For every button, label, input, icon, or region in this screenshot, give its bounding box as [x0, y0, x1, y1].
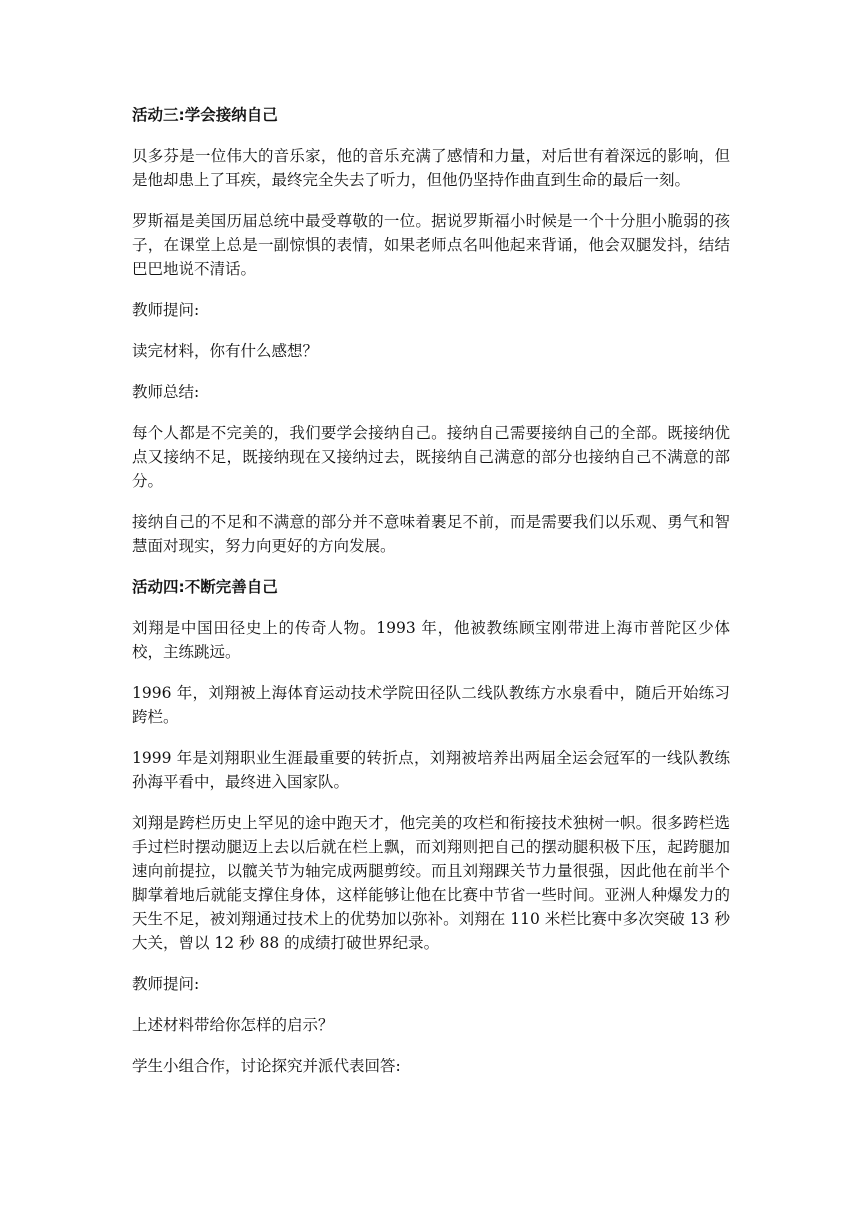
teacher-question-text-2: 上述材料带给你怎样的启示？: [132, 1016, 334, 1034]
paragraph-roosevelt: 罗斯福是美国历届总统中最受尊敬的一位。据说罗斯福小时候是一个十分胆小脆弱的孩子，在课堂上总是一副惊惧的表情，如果老师点名叫他起来背诵，他会双腿发抖，结结巴巴地说不清话。: [132, 212, 730, 278]
paragraph-liuxiang-technique: 刘翔是跨栏历史上罕见的途中跑天才，他完美的攻栏和衔接技术独树一帜。很多跨栏选手过栏时摆动腿迈上去以后就在栏上飘，而刘翔则把自己的摆动腿积极下压，起跨腿加速向前提拉，以髋关节为轴完成两腿剪绞。而且刘翔踝关节力量很强，因此他在前半个脚掌着地后就能支撑住身体，这样能够让他在比赛中节省一些时间。亚洲人种爆发力的天生不足，被刘翔通过技术上的优势加以弥补。刘翔在 110 米栏比赛中多次突破 13 秒大关，曾以 12 秒 88 的成绩打破世界纪录。: [132, 814, 730, 952]
paragraph-liuxiang-1996: 1996 年，刘翔被上海体育运动技术学院田径队二线队教练方水泉看中，随后开始练习跨栏。: [132, 684, 730, 726]
document-body: [132, 103, 730, 1095]
teacher-question-text: 读完材料，你有什么感想？: [132, 342, 319, 360]
section-heading-activity-3: 活动三:学会接纳自己: [132, 106, 278, 124]
paragraph-beethoven: 贝多芬是一位伟大的音乐家，他的音乐充满了感情和力量，对后世有着深远的影响，但是他却患上了耳疾，最终完全失去了听力，但他仍坚持作曲直到生命的最后一刻。: [132, 147, 730, 189]
paragraph-accept-shortcomings: 接纳自己的不足和不满意的部分并不意味着裹足不前，而是需要我们以乐观、勇气和智慧面对现实，努力向更好的方向发展。: [132, 513, 730, 555]
paragraph-accept-self: 每个人都是不完美的，我们要学会接纳自己。接纳自己需要接纳自己的全部。既接纳优点又接纳不足，既接纳现在又接纳过去，既接纳自己满意的部分也接纳自己不满意的部分。: [132, 424, 730, 490]
teacher-question-label-2: 教师提问:: [132, 975, 200, 993]
section-heading-activity-4: 活动四:不断完善自己: [132, 578, 278, 596]
teacher-question-label: 教师提问:: [132, 301, 200, 319]
teacher-summary-label: 教师总结:: [132, 383, 200, 401]
paragraph-liuxiang-1999: 1999 年是刘翔职业生涯最重要的转折点，刘翔被培养出两届全运会冠军的一线队教练孙海平看中，最终进入国家队。: [132, 749, 730, 791]
paragraph-liuxiang-1993: 刘翔是中国田径史上的传奇人物。1993 年，他被教练顾宝刚带进上海市普陀区少体校，主练跳远。: [132, 619, 730, 661]
student-group-instruction: 学生小组合作，讨论探究并派代表回答:: [132, 1057, 401, 1075]
